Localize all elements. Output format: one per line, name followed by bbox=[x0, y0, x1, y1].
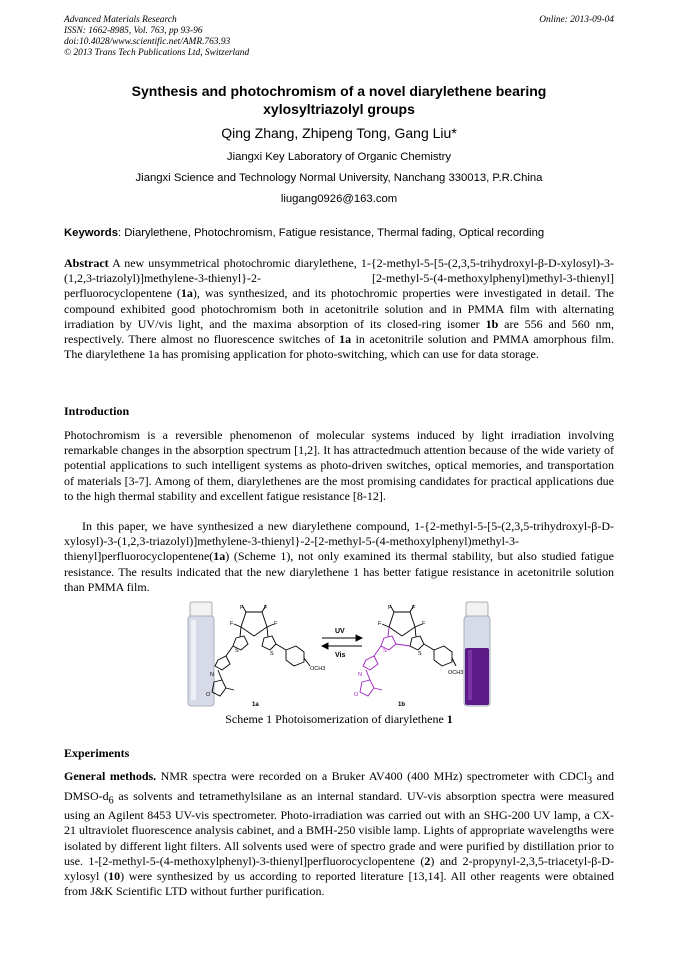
svg-text:N: N bbox=[358, 672, 362, 678]
authors: Qing Zhang, Zhipeng Tong, Gang Liu* bbox=[221, 125, 457, 141]
abstract: Abstract A new unsymmetrical photochromic diarylethene, 1-{2-methyl-5-[5-(2,3,5-trihydroxyl-β-D-xylosyl)-3-(1,2,3-triazolyl)]methylene-3-thienyl}-2- [2-methyl-5-(4-methoxylphenyl)methyl-3-thienyl] perfluorocyclopentene (1a), was synthesized, and its photochromic properties were investigated in detail. The compound exhibited good photochromism both in acetonitrile solution and in PMMA film with alternating irradiation by UV/vis light, and the maxima absorption of its closed-ring isomer 1b are 556 and 560 nm, respectively. There almost no fluorescence switches of 1a in acetonitrile solution and PMMA amorphous film. The diarylethene 1a has promising application for photo-switching, which can use for data storage. bbox=[64, 256, 615, 362]
issn-line: ISSN: 1662-8985, Vol. 763, pp 93-96 bbox=[64, 26, 203, 36]
label-1b: 1b bbox=[398, 702, 406, 708]
uv-label: UV bbox=[335, 628, 345, 635]
keywords-list: : Diarylethene, Photochromism, Fatigue resistance, Thermal fading, Optical recording bbox=[118, 227, 545, 239]
label-1a: 1a bbox=[252, 702, 259, 708]
paper-title bbox=[64, 82, 614, 118]
affiliation-lab: Jiangxi Key Laboratory of Organic Chemistry bbox=[226, 151, 452, 163]
copyright-line: © 2013 Trans Tech Publications Ltd, Switzerland bbox=[64, 48, 250, 58]
svg-text:F: F bbox=[240, 605, 244, 611]
journal-name: Advanced Materials Research bbox=[64, 15, 177, 25]
svg-text:S: S bbox=[418, 651, 422, 657]
abstract-label: Abstract bbox=[64, 256, 109, 270]
vis-label: Vis bbox=[335, 652, 346, 659]
scheme-1-figure bbox=[186, 600, 492, 708]
general-methods-label: General methods. bbox=[64, 769, 157, 783]
online-date: Online: 2013-09-04 bbox=[539, 15, 614, 25]
author-email: liugang0926@163.com bbox=[280, 193, 398, 205]
svg-text:O: O bbox=[206, 692, 211, 698]
svg-text:N: N bbox=[210, 672, 214, 678]
svg-text:F: F bbox=[230, 621, 234, 627]
svg-text:F: F bbox=[388, 605, 392, 611]
svg-text:S: S bbox=[235, 648, 239, 654]
keywords bbox=[64, 227, 614, 239]
doi-line: doi:10.4028/www.scientific.net/AMR.763.93 bbox=[64, 37, 231, 47]
svg-text:F: F bbox=[412, 605, 416, 611]
svg-text:F: F bbox=[422, 621, 426, 627]
introduction-heading: Introduction bbox=[64, 404, 130, 418]
structure-1a bbox=[212, 605, 310, 696]
reaction-arrows bbox=[322, 635, 362, 649]
affiliation-university: Jiangxi Science and Technology Normal University, Nanchang 330013, P.R.China bbox=[135, 172, 543, 184]
svg-text:F: F bbox=[264, 605, 268, 611]
svg-text:F: F bbox=[378, 621, 382, 627]
structure-1b-colored bbox=[360, 627, 410, 696]
scheme-caption: Scheme 1 Photoisomerization of diarylethene 1 bbox=[225, 712, 453, 726]
vial-closed-form bbox=[464, 602, 490, 706]
general-methods-paragraph: General methods. NMR spectra were recorded on a Bruker AV400 (400 MHz) spectrometer with CDCl$_3$ and DMSO-$d_6$ as solvents and tetramethylsilane as an internal standard. UV-vis absorption spectra were measured using an Agilent 8453 UV-vis spectrometer. Photo-irradiation was carried out with an SHG-200 UV lamp, a CX-21 ultraviolet fluorescence analysis cabinet, and a BMH-250 visible lamp. Lights of appropriate wavelengths were isolated by different light filters. All solvents used were of spectro grade and were purified by distillation prior to use. 1-[2-methyl-5-(4-methoxylphenyl)-3-thienyl]perfluorocyclopentene (2) and 2-propynyl-2,3,5-triacetyl-β-D-xylosyl (10) were synthesized by us according to reported literature [13,14]. All other reagents were obtained from J&K Scientific LTD without further purification. bbox=[64, 769, 615, 899]
title-line-1: Synthesis and photochromism of a novel diarylethene bearing bbox=[131, 83, 547, 99]
och3-label-b: OCH3 bbox=[448, 670, 464, 676]
svg-text:O: O bbox=[354, 692, 359, 698]
introduction-paragraph-1: Photochromism is a reversible phenomenon of molecular systems induced by light irradiation involving remarkable changes in the absorption spectrum [1,2]. It has attractedmuch attention because of the wide variety of potential applications to such intelligent systems as photo-driven switches, optical memories, and transportation of materials [3-7]. Among of them, diarylethenes are the most promising candidates for practical applications due to the high thermal stability and excellent fatigue resistance [8-12]. bbox=[64, 428, 614, 503]
och3-label-a: OCH3 bbox=[310, 666, 326, 672]
keywords-label: Keywords bbox=[64, 227, 118, 239]
svg-text:F: F bbox=[274, 621, 278, 627]
introduction-paragraph-2: In this paper, we have synthesized a new diarylethene compound, 1-{2-methyl-5-[5-(2,3,5-trihydroxyl-β-D-xylosyl)-3-(1,2,3-triazolyl)]methylene-3-thienyl}-2-[2-methyl-5-(4-methoxylphenyl)methyl-3-thienyl]perfluorocyclopentene(1a) (Scheme 1), not only examined its thermal stability, but also studied fatigue resistance. The results indicated that the new diarylethene 1 has better fatigue resistance in acetonitrile solution than PMMA film. bbox=[64, 519, 614, 594]
svg-text:S: S bbox=[383, 648, 387, 654]
title-line-2: xylosyltriazolyl groups bbox=[263, 101, 415, 117]
experiments-heading: Experiments bbox=[64, 746, 130, 760]
svg-text:S: S bbox=[270, 651, 274, 657]
vial-open-form bbox=[188, 602, 214, 706]
journal-header bbox=[64, 15, 249, 59]
